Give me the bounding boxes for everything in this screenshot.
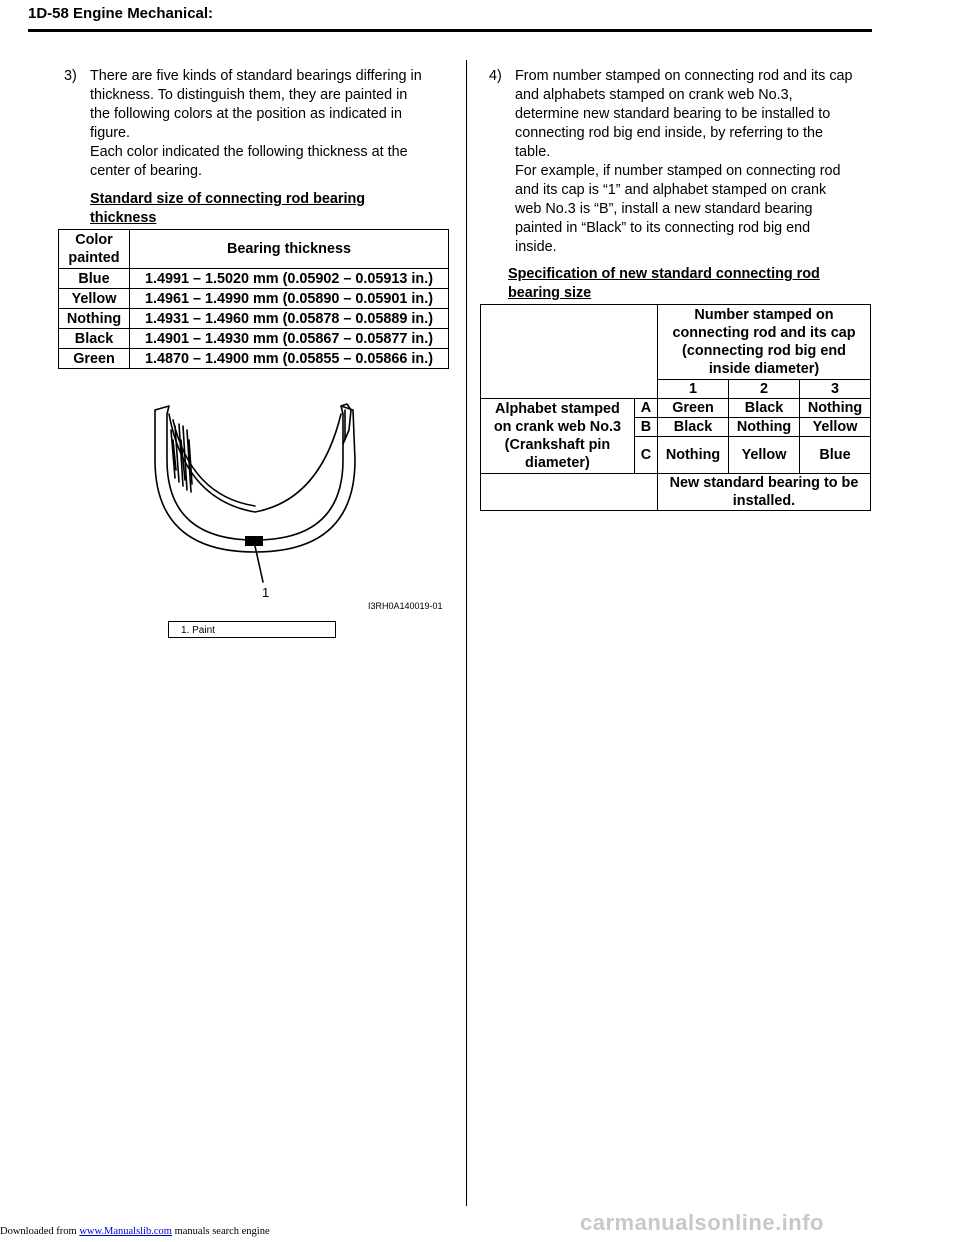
bearing-thickness-table — [58, 229, 449, 369]
callout-number: 1 — [262, 585, 270, 600]
footer-new-standard-bearing: New standard bearing to be installed. — [658, 474, 871, 511]
column-divider — [466, 60, 467, 1206]
header-number-stamped: Number stamped on connecting rod and its cap (connecting rod big end inside diameter) — [658, 305, 871, 380]
paint-mark — [245, 536, 263, 546]
table-row: Blue 1.4991 – 1.5020 mm (0.05902 – 0.05913 in.) — [59, 269, 449, 289]
page-footer: Downloaded from www.Manualslib.com manuals search engine — [0, 1226, 270, 1237]
step-number: 4) — [489, 68, 502, 84]
step-line: web No.3 is “B”, install a new standard bearing — [515, 201, 813, 217]
header-bearing-thickness: Bearing thickness — [130, 230, 449, 269]
bearing-size-table — [480, 304, 871, 511]
table-footer-row — [481, 474, 871, 511]
table-row: Alphabet stamped on crank web No.3 (Crankshaft pin diameter) A Green Black Nothing — [481, 399, 871, 418]
bearing-illustration — [145, 400, 360, 600]
step-line: figure. — [90, 125, 130, 141]
step-line: and its cap is “1” and alphabet stamped on crank — [515, 182, 827, 198]
header-color-painted: Color painted — [59, 230, 130, 269]
table-row: Yellow 1.4961 – 1.4990 mm (0.05890 – 0.05901 in.) — [59, 289, 449, 309]
watermark-text: carmanualsonline.info — [580, 1210, 824, 1235]
table-row: Nothing 1.4931 – 1.4960 mm (0.05878 – 0.05889 in.) — [59, 309, 449, 329]
step-number: 3) — [64, 68, 77, 84]
step-line: determine new standard bearing to be installed to — [515, 106, 831, 122]
table-title: Standard size of connecting rod bearing thickness — [90, 191, 366, 226]
table-row: B Black Nothing Yellow — [481, 418, 871, 437]
step-line: and alphabets stamped on crank web No.3, — [515, 87, 793, 103]
step-line: Each color indicated the following thickness at the — [90, 144, 408, 160]
table-row: Black 1.4901 – 1.4930 mm (0.05867 – 0.05877 in.) — [59, 329, 449, 349]
step-line: inside. — [515, 239, 557, 255]
step-line: the following colors at the position as indicated in — [90, 106, 402, 122]
column-number-row: 1 2 3 — [481, 380, 871, 399]
table-title: Specification of new standard connecting rod bearing size — [508, 266, 820, 301]
step-line: thickness. To distinguish them, they are painted in — [90, 87, 408, 103]
step-line: table. — [515, 144, 551, 160]
table-header-row — [59, 230, 449, 269]
manualslib-link[interactable]: www.Manualslib.com — [79, 1226, 172, 1237]
step-line: connecting rod big end inside, by referring to the — [515, 125, 823, 141]
empty-corner-cell — [481, 305, 658, 399]
step-line: center of bearing. — [90, 163, 202, 179]
header-rule — [28, 29, 872, 32]
step-line: There are five kinds of standard bearings differing in — [90, 68, 422, 84]
step-line: For example, if number stamped on connecting rod — [515, 163, 841, 179]
step-4 — [489, 67, 879, 257]
figure-id: I3RH0A140019-01 — [368, 601, 443, 611]
page-header: 1D-58 Engine Mechanical: — [28, 5, 214, 22]
step-3 — [64, 67, 464, 181]
table-row: Green 1.4870 – 1.4900 mm (0.05855 – 0.05866 in.) — [59, 349, 449, 369]
table-row: C Nothing Yellow Blue — [481, 437, 871, 474]
header-alphabet-stamped: Alphabet stamped on crank web No.3 (Crankshaft pin diameter) — [481, 399, 635, 474]
step-line: From number stamped on connecting rod and its cap — [515, 68, 853, 84]
figure-caption: 1. Paint — [168, 621, 336, 638]
step-line: painted in “Black” to its connecting rod big end — [515, 220, 811, 236]
